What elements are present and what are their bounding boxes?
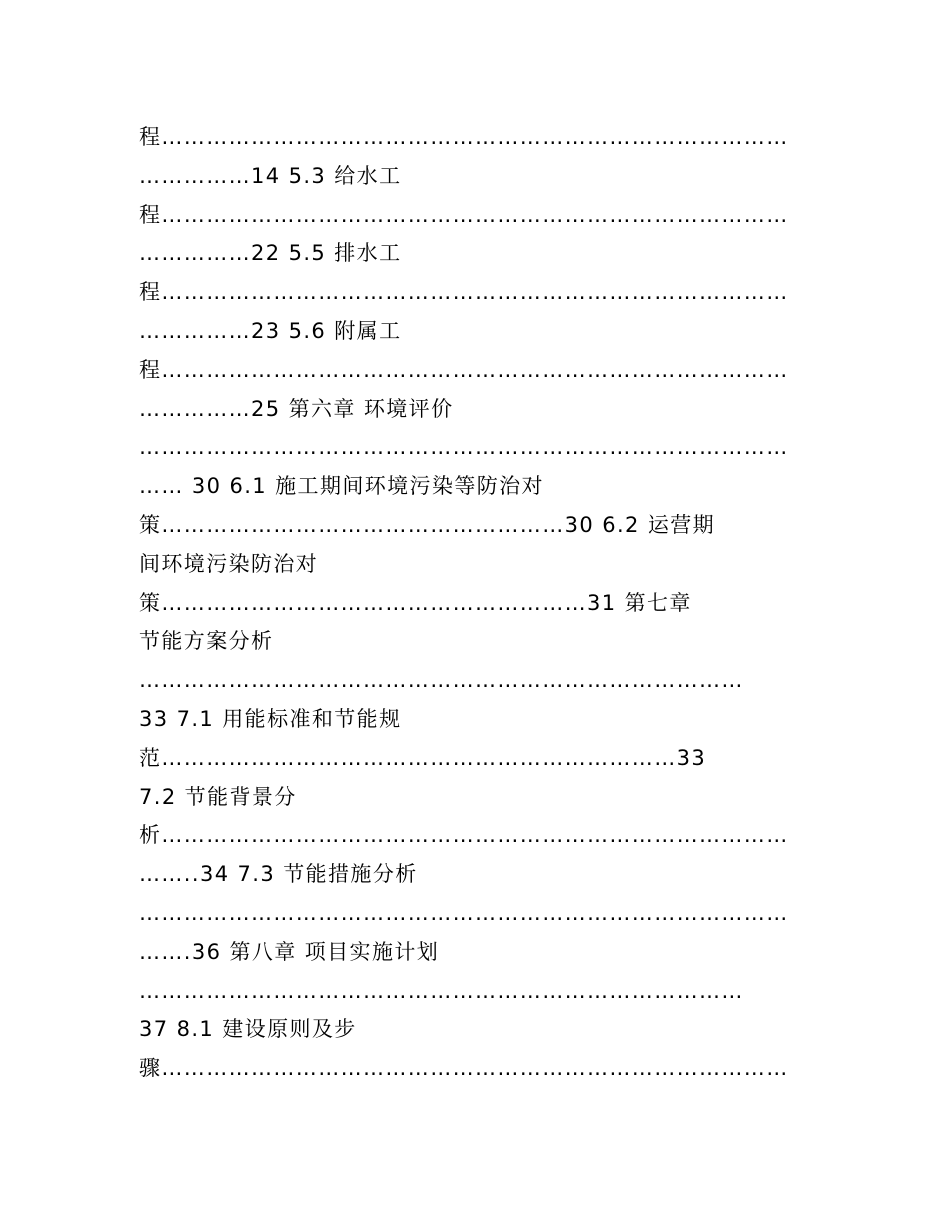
table-of-contents	[139, 118, 809, 1088]
toc-line: ……………22 5.5 排水工	[139, 241, 402, 266]
toc-line: 策…………………………………………………31 第七章	[139, 590, 692, 615]
toc-line: 7.2 节能背景分	[139, 784, 297, 809]
toc-line: ……………14 5.3 给水工	[139, 163, 402, 188]
toc-line: 37 8.1 建设原则及步	[139, 1017, 357, 1042]
toc-line: ……………23 5.6 附属工	[139, 318, 402, 343]
toc-line: …… 30 6.1 施工期间环境污染等防治对	[139, 474, 544, 499]
toc-line: …….36 第八章 项目实施计划	[139, 939, 440, 964]
toc-line: ………………………………………………………………………	[139, 978, 744, 1003]
toc-line: 节能方案分析	[139, 629, 274, 654]
toc-line: 策………………………………………………30 6.2 运营期	[139, 512, 716, 537]
toc-line: 程…………………………………………………………………………	[139, 202, 789, 227]
toc-line: 33 7.1 用能标准和节能规	[139, 706, 402, 731]
toc-line: ……………25 第六章 环境评价	[139, 396, 454, 421]
toc-line: ……..34 7.3 节能措施分析	[139, 862, 418, 887]
toc-line: ……………………………………………………………………………	[139, 435, 789, 460]
toc-line: 程…………………………………………………………………………	[139, 280, 789, 305]
toc-line: ……………………………………………………………………………	[139, 900, 789, 925]
toc-line: ………………………………………………………………………	[139, 668, 744, 693]
toc-line: 程…………………………………………………………………………	[139, 357, 789, 382]
toc-line: 骤…………………………………………………………………………	[139, 1056, 789, 1081]
toc-line: 间环境污染防治对	[139, 551, 319, 576]
toc-line: 范……………………………………………………………33	[139, 745, 707, 770]
toc-line: 程…………………………………………………………………………	[139, 125, 789, 149]
toc-line: 析…………………………………………………………………………	[139, 823, 789, 848]
